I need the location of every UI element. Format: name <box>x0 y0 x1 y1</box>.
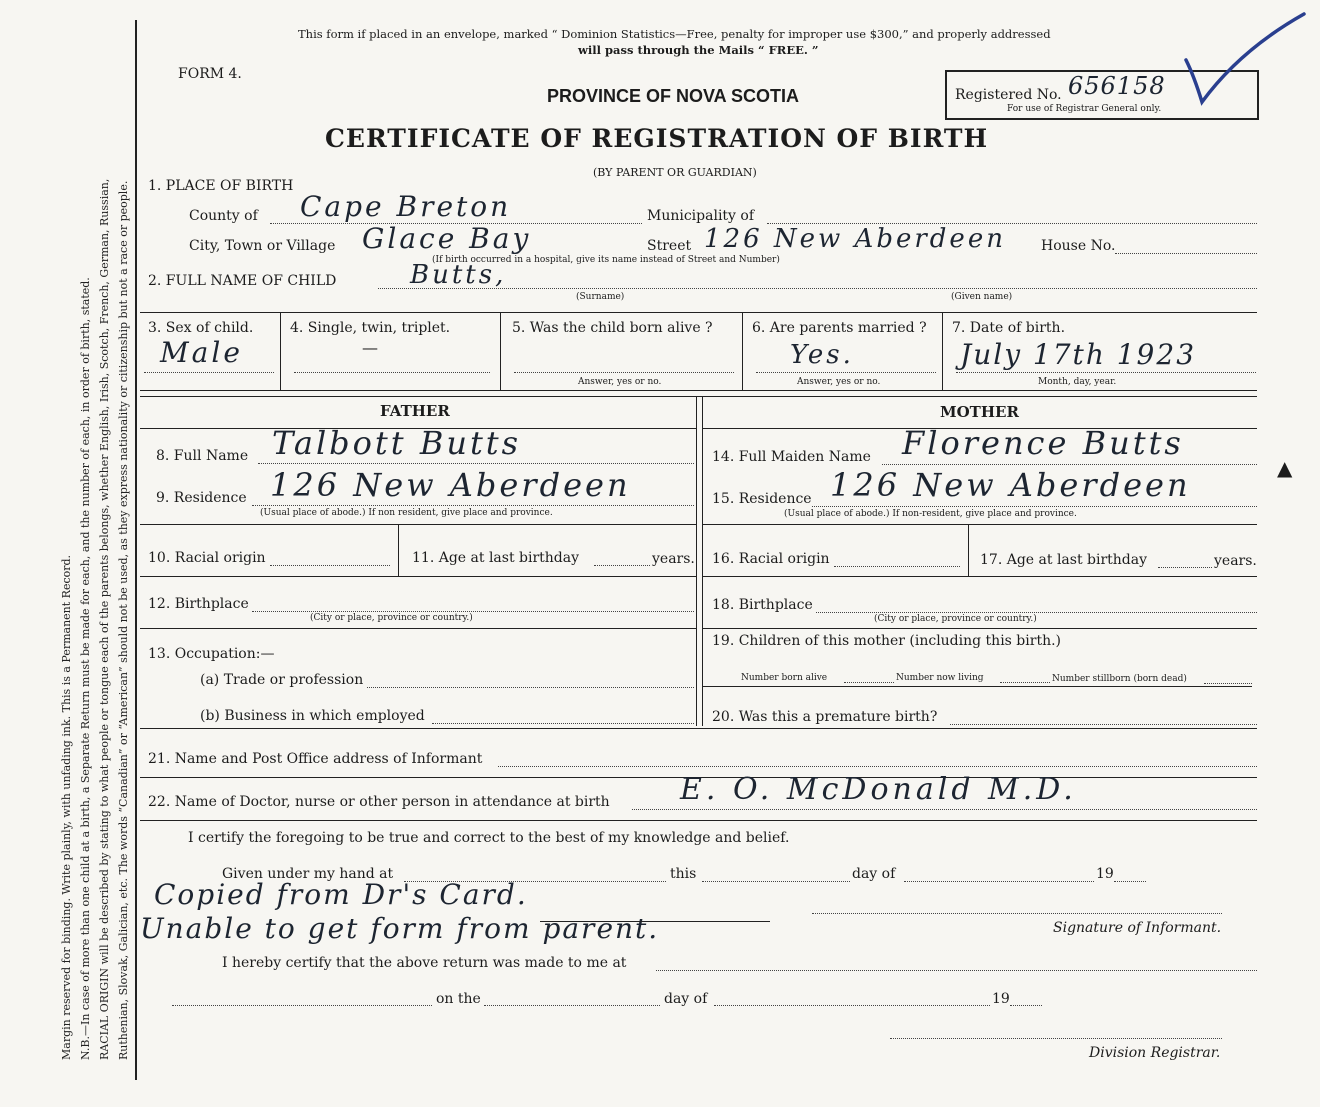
margin-racial-origin-note-1: RACIAL ORIGIN will be described by stating to what people or tongue each of the parents belongs, whether English, Irish, Scotch, French, German, Russian, <box>98 178 111 1060</box>
informant-line <box>498 766 1257 767</box>
mother-birthplace-line <box>816 612 1257 613</box>
rule-top-parents <box>140 396 1257 397</box>
year-prefix: 19 <box>1096 866 1114 882</box>
informant-signature-line <box>812 913 1222 914</box>
number-now-living-line <box>1000 682 1050 683</box>
father-mother-divider-right <box>702 396 703 726</box>
rule-below-parents <box>140 728 1257 729</box>
father-residence-value: 126 New Aberdeen <box>270 466 631 504</box>
informant-label: 21. Name and Post Office address of Informant <box>148 751 483 767</box>
mother-racial-label: 16. Racial origin <box>712 551 830 567</box>
father-residence-label: 9. Residence <box>156 490 247 506</box>
born-alive-caption: Answer, yes or no. <box>578 377 662 387</box>
rule-mother-premature <box>702 686 1252 687</box>
registrar-signature-line <box>890 1038 1222 1039</box>
rule-doctor <box>140 820 1257 821</box>
margin-nb-note: N.B.—In case of more than one child at a birth, a Separate Return must be made for each, and the number of each, in order of birth, stated. <box>79 277 92 1060</box>
born-alive-line <box>514 372 734 373</box>
this-label: this <box>670 866 697 882</box>
mother-name-label: 14. Full Maiden Name <box>712 449 871 465</box>
return-made-line <box>656 970 1257 971</box>
rule-below-row-3 <box>140 390 1257 391</box>
return-place-line <box>172 1005 432 1006</box>
parents-married-label: 6. Are parents married ? <box>752 320 927 336</box>
certificate-title: CERTIFICATE OF REGISTRATION OF BIRTH <box>325 124 989 153</box>
number-born-alive-line <box>844 682 894 683</box>
mother-birthplace-caption: (City or place, province or country.) <box>874 614 1037 624</box>
mother-age-line <box>1158 567 1212 568</box>
rule-father-occupation <box>140 628 696 629</box>
doctor-label: 22. Name of Doctor, nurse or other person in attendance at birth <box>148 794 610 810</box>
postal-notice: This form if placed in an envelope, marked “ Dominion Statistics—Free, penalty for improper use $300,” and properly addressed <box>298 27 1051 41</box>
copied-note-line-1: Copied from Dr's Card. <box>154 878 528 911</box>
mother-residence-caption: (Usual place of abode.) If non-resident, give place and province. <box>784 509 1077 519</box>
hospital-note: (If birth occurred in a hospital, give its name instead of Street and Number) <box>432 255 780 265</box>
mother-children-label: 19. Children of this mother (including this birth.) <box>712 633 1061 649</box>
sex-line <box>144 372 274 373</box>
street-label: Street <box>647 238 692 254</box>
father-name-label: 8. Full Name <box>156 448 249 464</box>
premature-birth-label: 20. Was this a premature birth? <box>712 709 938 725</box>
child-name-label: 2. FULL NAME OF CHILD <box>148 273 337 289</box>
divider-3-4 <box>280 312 281 390</box>
father-racial-line <box>270 565 390 566</box>
father-racial-label: 10. Racial origin <box>148 550 266 566</box>
municipality-label: Municipality of <box>647 208 755 224</box>
house-number-label: House No. <box>1041 238 1116 254</box>
father-business-label: (b) Business in which employed <box>200 708 425 724</box>
father-birthplace-label: 12. Birthplace <box>148 596 249 612</box>
city-value: Glace Bay <box>362 222 532 255</box>
day-of-label: day of <box>852 866 896 882</box>
father-age-label: 11. Age at last birthday <box>412 550 580 566</box>
street-value: 126 New Aberdeen <box>704 224 1006 254</box>
signature-rule-left <box>540 921 770 922</box>
born-alive-label: 5. Was the child born alive ? <box>512 320 713 336</box>
father-mother-divider-left <box>696 396 697 726</box>
flag-marker-icon: ▲ <box>1277 456 1293 480</box>
month-line-2 <box>714 1005 990 1006</box>
place-of-birth-label: 1. PLACE OF BIRTH <box>148 178 294 194</box>
doctor-line <box>632 809 1257 810</box>
on-the-day-line <box>484 1005 660 1006</box>
certification-statement: I certify the foregoing to be true and correct to the best of my knowledge and belief. <box>188 830 790 846</box>
margin-binding-note: Margin reserved for binding. Write plainly, with unfading ink. This is a Permanent Record. <box>60 554 73 1060</box>
year-line-2 <box>1010 1005 1042 1006</box>
father-age-line <box>594 565 650 566</box>
rule-father-birthplace <box>140 576 696 577</box>
sex-label: 3. Sex of child. <box>148 320 254 336</box>
year-line <box>1114 881 1146 882</box>
county-label: County of <box>189 208 258 224</box>
given-name-caption: (Given name) <box>951 292 1013 302</box>
rule-mother-children <box>702 628 1257 629</box>
premature-birth-line <box>950 724 1257 725</box>
registered-number-value: 656158 <box>1068 72 1166 100</box>
mother-age-unit: years. <box>1214 553 1257 569</box>
father-age-unit: years. <box>652 551 695 567</box>
child-surname-value: Butts, <box>410 260 507 290</box>
date-of-birth-value: July 17th 1923 <box>960 338 1197 371</box>
date-of-birth-caption: Month, day, year. <box>1038 377 1117 387</box>
binding-margin-rule <box>135 20 137 1080</box>
father-name-line <box>258 463 694 464</box>
mother-residence-line <box>812 506 1257 507</box>
province-heading: PROVINCE OF NOVA SCOTIA <box>547 86 800 106</box>
number-stillborn-line <box>1204 683 1252 684</box>
plurality-line <box>294 372 490 373</box>
father-residence-line <box>252 505 694 506</box>
city-label: City, Town or Village <box>189 238 336 254</box>
sex-value: Male <box>160 336 243 369</box>
mother-residence-label: 15. Residence <box>712 491 812 507</box>
father-residence-caption: (Usual place of abode.) If non resident, give place and province. <box>260 508 553 518</box>
rule-above-row-3 <box>140 312 1257 313</box>
postal-notice-free: will pass through the Mails “ FREE. ” <box>578 43 819 57</box>
form-number: FORM 4. <box>178 66 242 82</box>
mother-racial-line <box>834 566 960 567</box>
given-under-hand-label: Given under my hand at <box>222 866 394 882</box>
father-name-value: Talbott Butts <box>272 424 522 462</box>
margin-racial-origin-note-2: Ruthenian, Slovak, Galician, etc. The words “Canadian” or “American” should not be used, as they express nationality or citizenship but not a race or people. <box>117 180 130 1060</box>
mother-heading: MOTHER <box>940 403 1019 421</box>
informant-signature-caption: Signature of Informant. <box>1053 920 1222 936</box>
mother-birthplace-label: 18. Birthplace <box>712 597 813 613</box>
mother-name-line <box>882 464 1257 465</box>
mother-name-value: Florence Butts <box>902 424 1184 462</box>
date-of-birth-line <box>956 372 1256 373</box>
divider-5-6 <box>742 312 743 390</box>
registrar-use-note: For use of Registrar General only. <box>1007 104 1162 114</box>
divider-father-racial-age <box>398 524 399 576</box>
number-stillborn-label: Number stillborn (born dead) <box>1052 674 1187 684</box>
father-trade-label: (a) Trade or profession <box>200 672 364 688</box>
parents-married-line <box>756 372 936 373</box>
registered-number-label: Registered No. <box>955 87 1062 103</box>
plurality-label: 4. Single, twin, triplet. <box>290 320 451 336</box>
date-of-birth-label: 7. Date of birth. <box>952 320 1066 336</box>
parents-married-caption: Answer, yes or no. <box>797 377 881 387</box>
mother-residence-value: 126 New Aberdeen <box>830 466 1191 504</box>
number-born-alive-label: Number born alive <box>741 673 828 683</box>
on-the-label: on the <box>436 991 481 1007</box>
number-now-living-label: Number now living <box>896 673 984 683</box>
house-number-line <box>1115 253 1257 254</box>
this-day-line <box>702 881 850 882</box>
day-of-label-2: day of <box>664 991 708 1007</box>
father-birthplace-line <box>252 611 694 612</box>
month-line <box>904 881 1094 882</box>
copied-note-line-2: Unable to get form from parent. <box>140 912 660 945</box>
mother-age-label: 17. Age at last birthday <box>980 552 1148 568</box>
child-name-line <box>378 288 1257 289</box>
registrar-signature-caption: Division Registrar. <box>1089 1045 1221 1061</box>
county-value: Cape Breton <box>300 190 512 223</box>
doctor-value: E. O. McDonald M.D. <box>680 772 1077 807</box>
return-made-label: I hereby certify that the above return was made to me at <box>222 955 627 971</box>
divider-6-7 <box>942 312 943 390</box>
check-mark-icon <box>1180 10 1310 110</box>
father-birthplace-caption: (City or place, province or country.) <box>310 613 473 623</box>
certificate-subtitle: (BY PARENT OR GUARDIAN) <box>593 166 757 179</box>
parents-married-value: Yes. <box>790 340 854 370</box>
rule-father-racial <box>140 524 696 525</box>
rule-mother-racial <box>702 524 1257 525</box>
father-trade-line <box>367 687 694 688</box>
divider-mother-racial-age <box>968 524 969 576</box>
father-heading: FATHER <box>380 402 450 420</box>
father-business-line <box>432 723 694 724</box>
divider-4-5 <box>500 312 501 390</box>
surname-caption: (Surname) <box>576 292 625 302</box>
father-occupation-label: 13. Occupation:— <box>148 646 275 662</box>
rule-mother-birthplace <box>702 576 1257 577</box>
year-prefix-2: 19 <box>992 991 1010 1007</box>
plurality-value: — <box>362 338 378 357</box>
